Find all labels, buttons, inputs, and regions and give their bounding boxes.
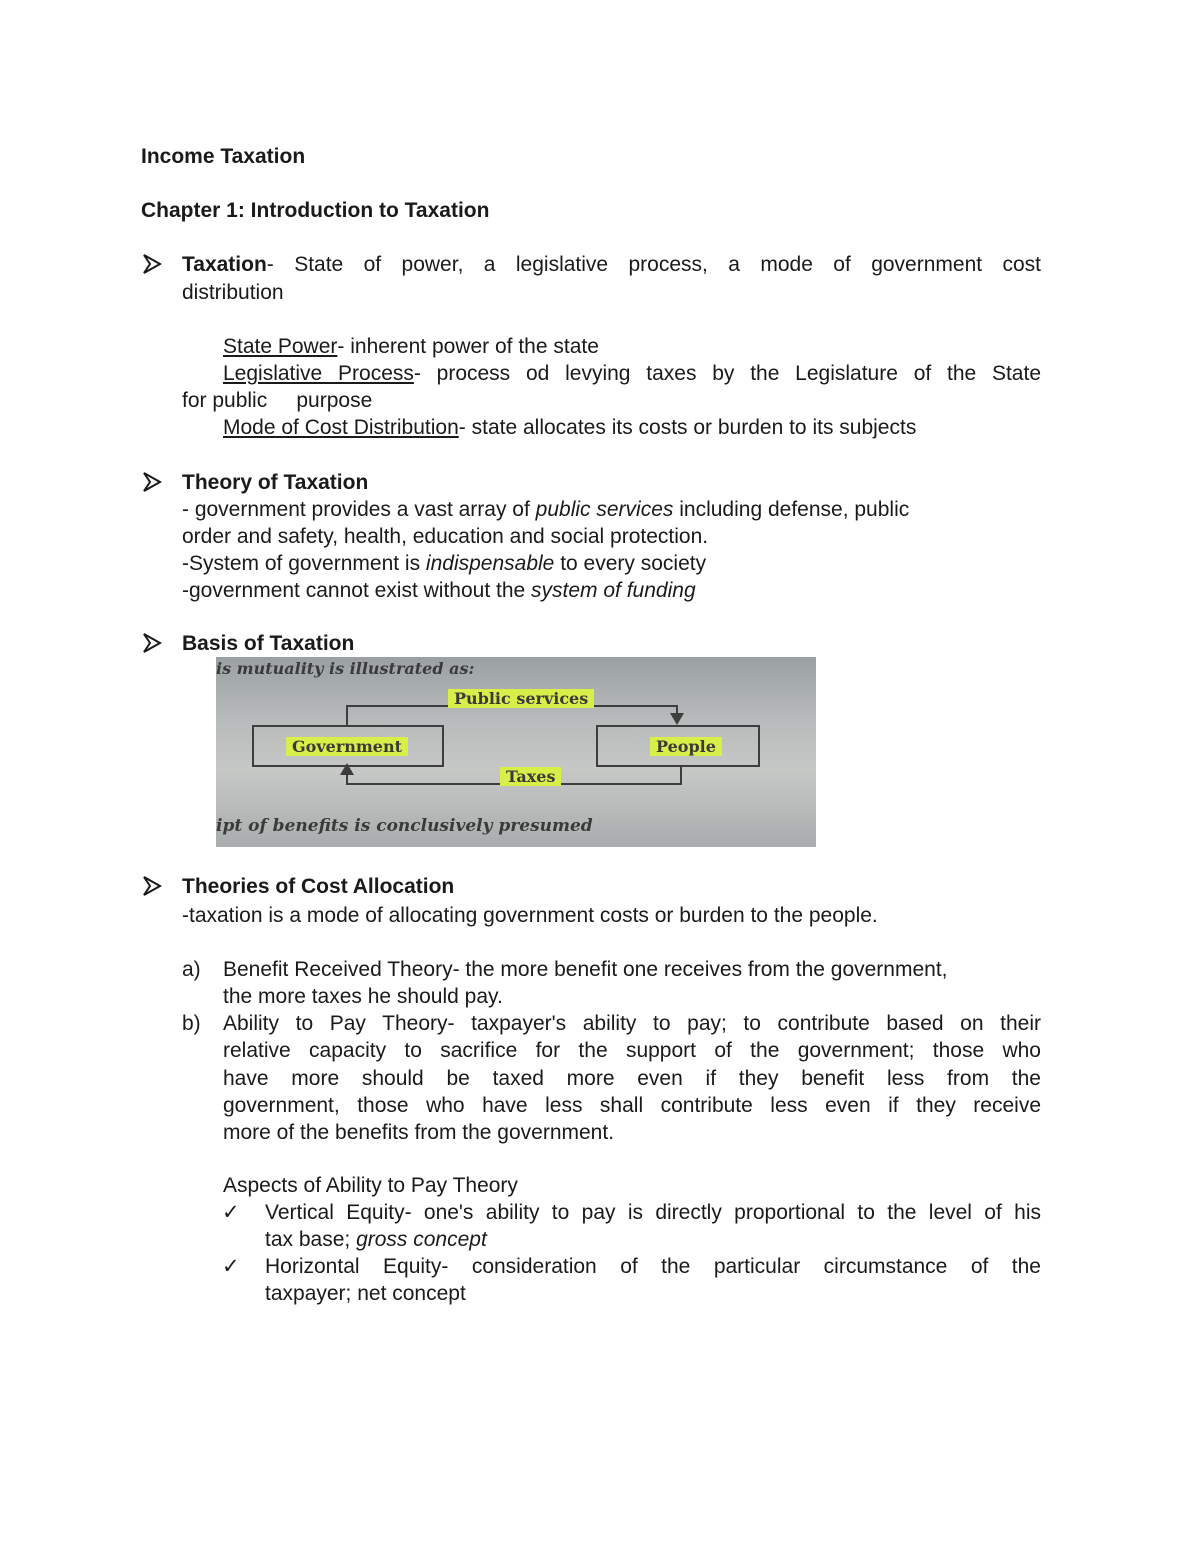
cost-intro: -taxation is a mode of allocating government costs or burden to the people.: [182, 904, 878, 927]
ability-to-pay-line-2: relative capacity to sacrifice for the support of the government; those who: [223, 1039, 1041, 1062]
horizontal-equity-line-2: taxpayer; net concept: [265, 1282, 466, 1305]
theory-line-1: - government provides a vast array of public services including defense, public: [182, 498, 910, 521]
theory-line-3: -System of government is indispensable to every society: [182, 552, 707, 575]
benefit-received-line-1: Benefit Received Theory- the more benefit one receives from the government,: [223, 958, 948, 981]
diagram-people-label: People: [650, 733, 722, 760]
chapter-heading: Chapter 1: Introduction to Taxation: [141, 199, 490, 222]
legislative-process-line: Legislative Process- process od levying taxes by the Legislature of the State: [223, 362, 1041, 385]
benefit-received-line-2: the more taxes he should pay.: [223, 985, 503, 1008]
mode-of-cost-line: Mode of Cost Distribution- state allocates its costs or burden to its subjects: [223, 416, 917, 439]
diagram-public-services: Public services: [448, 685, 594, 712]
theory-heading: Theory of Taxation: [182, 471, 369, 494]
legislative-process-cont: for public purpose: [182, 389, 373, 412]
diagram-caption-bottom: ipt of benefits is conclusively presumed: [216, 816, 593, 836]
arrow-bullet-icon: [141, 471, 163, 493]
diagram-government-label: Government: [286, 733, 408, 760]
cost-heading: Theories of Cost Allocation: [182, 875, 455, 898]
arrow-bullet-icon: [141, 632, 163, 654]
document-title: Income Taxation: [141, 145, 306, 168]
theory-line-2: order and safety, health, education and social protection.: [182, 525, 709, 548]
diagram-taxes-label: Taxes: [500, 763, 561, 790]
ability-to-pay-line-4: government, those who have less shall contribute less even if they receive: [223, 1094, 1041, 1117]
aspects-heading: Aspects of Ability to Pay Theory: [223, 1174, 518, 1197]
list-marker-a: a): [182, 958, 201, 981]
theory-line-4: -government cannot exist without the system of funding: [182, 579, 696, 602]
ability-to-pay-line-3: have more should be taxed more even if they benefit less from the: [223, 1067, 1041, 1090]
horizontal-equity-line-1: Horizontal Equity- consideration of the particular circumstance of the: [265, 1255, 1041, 1278]
vertical-equity-line-2: tax base; gross concept: [265, 1228, 487, 1251]
diagram-caption-top: is mutuality is illustrated as:: [216, 659, 475, 678]
diagram-line: [680, 765, 682, 785]
arrow-bullet-icon: [141, 875, 163, 897]
arrow-up-icon: [340, 763, 354, 775]
arrow-bullet-icon: [141, 253, 163, 275]
checkmark-icon: ✓: [222, 1201, 240, 1224]
ability-to-pay-line-5: more of the benefits from the government.: [223, 1121, 615, 1144]
checkmark-icon: ✓: [222, 1255, 240, 1278]
basis-heading: Basis of Taxation: [182, 632, 355, 655]
taxation-term: Taxation: [182, 253, 267, 276]
taxation-definition-cont: distribution: [182, 281, 284, 304]
state-power-line: State Power- inherent power of the state: [223, 335, 599, 358]
list-marker-b: b): [182, 1012, 201, 1035]
arrow-down-icon: [670, 713, 684, 725]
diagram-line: [346, 705, 348, 725]
taxation-definition: Taxation- State of power, a legislative process, a mode of government cost: [182, 253, 1041, 276]
ability-to-pay-line-1: Ability to Pay Theory- taxpayer's ability to pay; to contribute based on their: [223, 1012, 1041, 1035]
vertical-equity-line-1: Vertical Equity- one's ability to pay is directly proportional to the level of his: [265, 1201, 1041, 1224]
mutuality-diagram-photo: [216, 657, 816, 847]
